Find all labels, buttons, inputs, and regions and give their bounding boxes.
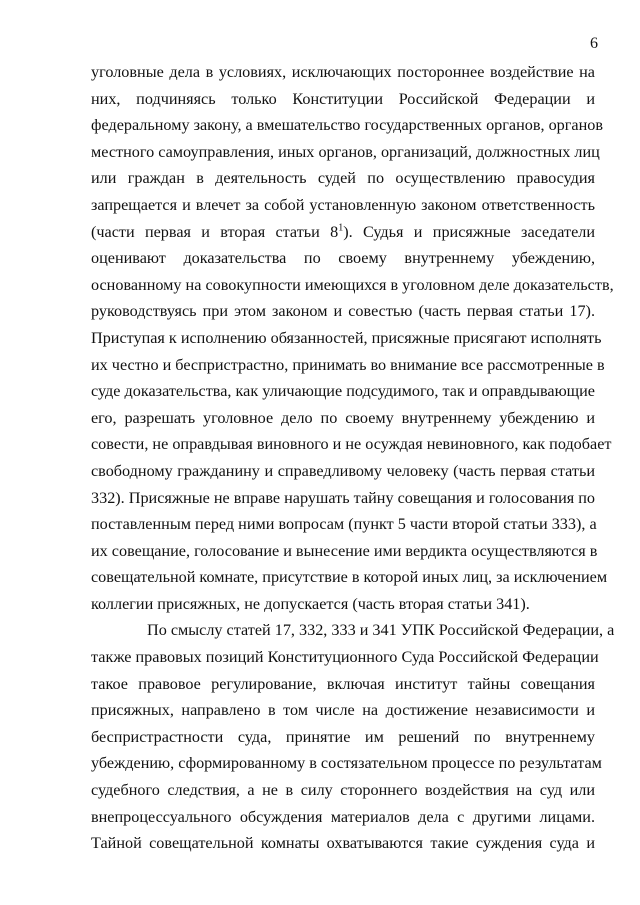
text-line: руководствуясь при этом законом и совестью (часть первая статьи 17). <box>91 302 595 321</box>
text-line: также правовых позиций Конституционного Суда Российской Федерации <box>91 648 599 667</box>
text-line: оценивают доказательства по своему внутреннему убеждению, <box>91 249 595 268</box>
text-line: основанному на совокупности имеющихся в уголовном деле доказательств, <box>91 275 614 294</box>
text-line: уголовные дела в условиях, исключающих постороннее воздействие на <box>91 63 595 81</box>
paragraph-1 <box>91 59 614 617</box>
superscript-number: 1 <box>338 222 344 234</box>
text-line: коллегии присяжных, не допускается (часть вторая статьи 341). <box>91 594 530 613</box>
text-line: убеждению, сформированному в состязательном процессе по результатам <box>91 754 602 773</box>
text-line: запрещается и влечет за собой установленную законом ответственность <box>91 195 595 214</box>
text-line: поставленным перед ними вопросам (пункт 5 части второй статьи 333), а <box>91 515 597 534</box>
text-line: присяжных, направлено в том числе на достижение независимости и <box>91 701 595 720</box>
text-line-with-superscript <box>91 219 595 246</box>
text-line: совести, не оправдывая виновного и не осуждая невиновного, как подобает <box>91 435 612 454</box>
page-number: 6 <box>590 35 598 52</box>
text-line: его, разрешать уголовное дело по своему внутреннему убеждению и <box>91 408 595 427</box>
text-line: 332). Присяжные не вправе нарушать тайну совещания и голосования по <box>91 488 595 507</box>
text-line: суде доказательства, как уличающие подсудимого, так и оправдывающие <box>91 382 595 401</box>
text-line: внепроцессуального обсуждения материалов дела с другими лицами. <box>91 807 595 826</box>
paragraph-2 <box>91 617 615 856</box>
text-line: судебного следствия, а не в силу стороннего воздействия на суд или <box>91 781 595 800</box>
text-line: их совещание, голосование и вынесение ими вердикта осуществляются в <box>91 541 598 560</box>
text-line: или граждан в деятельность судей по осуществлению правосудия <box>91 169 595 188</box>
text-line: Тайной совещательной комнаты охватываются такие суждения суда и <box>91 834 595 853</box>
text-fragment: ). Судья и присяжные заседатели <box>343 222 595 241</box>
text-line: свободному гражданину и справедливому человеку (часть первая статьи <box>91 461 595 480</box>
text-line: федеральному закону, а вмешательство государственных органов, органов <box>91 116 603 135</box>
text-line: Приступая к исполнению обязанностей, присяжные присягают исполнять <box>91 328 602 347</box>
text-line: совещательной комнате, присутствие в которой иных лиц, за исключением <box>91 568 608 587</box>
text-line: их честно и беспристрастно, принимать во внимание все рассмотренные в <box>91 355 605 374</box>
text-line: беспристрастности суда, принятие им решений по внутреннему <box>91 727 595 746</box>
text-line: По смыслу статей 17, 332, 333 и 341 УПК Российской Федерации, а <box>147 621 615 640</box>
text-line: местного самоуправления, иных органов, организаций, должностных лиц <box>91 142 600 161</box>
document-body <box>91 59 615 857</box>
text-line: такое правовое регулирование, включая институт тайны совещания <box>91 674 595 693</box>
text-fragment: (части первая и вторая статьи 8 <box>91 222 339 241</box>
text-line: них, подчиняясь только Конституции Российской Федерации и <box>91 89 595 108</box>
